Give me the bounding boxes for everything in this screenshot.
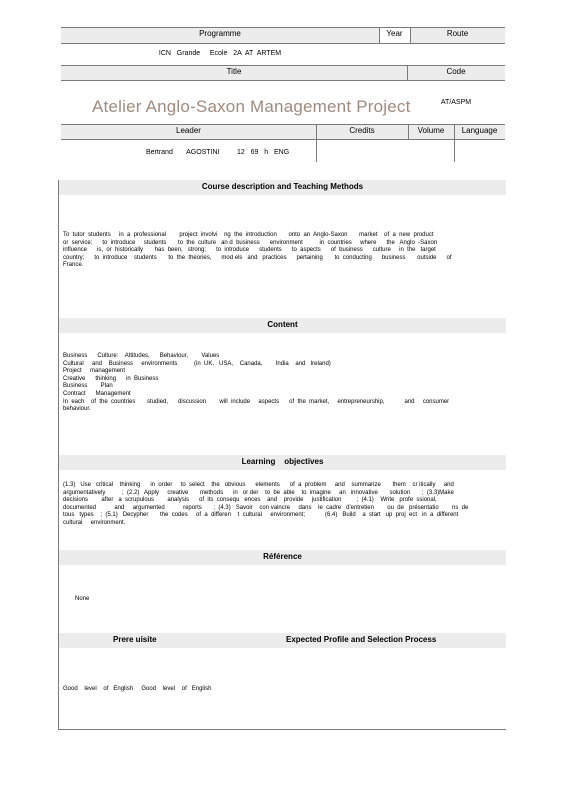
title-header	[61, 65, 407, 80]
prerequisite-title: Prere uisite	[113, 635, 157, 644]
header-table	[61, 27, 505, 162]
leader-label: Leader	[176, 126, 201, 135]
rule	[408, 124, 409, 139]
course-description-text: To tutor students in a professional project involvi ng the introduction onto an Anglo-Saxon market of a new product or service; to introduce students to the culture an d business environment in countries where the Anglo -Saxon influence is, or historically has been, strong; to introduce students to aspects of business culture in the target country; to introduce students to the theories, mod els and practices pertaining to conducting business outside of France.	[63, 232, 452, 269]
programme-header	[61, 27, 379, 43]
rule	[61, 43, 505, 44]
volume-header	[408, 124, 454, 139]
course-title: Atelier Anglo-Saxon Management Project	[92, 97, 411, 116]
title-label: Title	[226, 67, 242, 76]
rule	[61, 65, 505, 66]
leader-header	[61, 124, 316, 139]
learning-objectives-text: (1.3) Use critical thinking in order to select the obvious elements of a problem and summarize them cr itically and argumentatively ; (2.2) Apply creative methods in or der to be able to imagine an innovative solution ; (3.3)Make decisions after a scrupulous analysis of its consequ ences and provide justification ; (4.1) Write profe ssional, documented and argumented reports ; (4.3) Savoir con vaincre dans le cadre d'entretien ou de présentatio ns de tous types ; (5.1) Decypher the codes of a differen t cultural environment; (6.4) Build a start up proj ect in a different cultural environment.	[63, 482, 469, 526]
rule	[61, 27, 505, 28]
year-header	[379, 27, 410, 43]
reference-text: None	[75, 596, 90, 602]
rule	[379, 27, 380, 43]
rule	[407, 65, 408, 80]
expected-profile-title: Expected Profile and Selection Process	[286, 635, 437, 644]
rule	[316, 124, 317, 162]
rule	[61, 139, 505, 140]
programme-label: Programme	[199, 29, 241, 38]
code-label: Code	[446, 67, 466, 76]
content-title: Content	[59, 318, 506, 333]
description-block	[58, 180, 506, 730]
rule	[410, 27, 411, 43]
route-header	[410, 27, 505, 43]
volume-label: Volume	[417, 126, 445, 135]
content-text: Business Culture: Attitudes, Behaviour, Values Cultural and Business environments (in UK, USA, Canada, India and Ireland) Project management Creative thinking in Business Business Plan Contract Management In each of the countries studied, discussion will include aspects of the market, entrepreneurship, and consumer behaviour.	[63, 353, 450, 413]
prerequisite-text: Good level of English Good level of English	[63, 686, 212, 692]
route-label: Route	[446, 29, 469, 38]
year-label: Year	[386, 29, 403, 38]
rule	[58, 729, 506, 730]
credits-label: Credits	[349, 126, 375, 135]
leader-value: Bertrand AGOSTINI 12 69 h ENG	[146, 149, 290, 156]
rule	[454, 124, 455, 162]
language-label: Language	[461, 126, 498, 135]
rule	[61, 80, 505, 81]
code-header	[407, 65, 505, 80]
programme-value: ICN Grande Ecole 2A AT ARTEM	[158, 50, 282, 57]
language-header	[454, 124, 505, 139]
credits-header	[316, 124, 408, 139]
rule	[61, 124, 505, 125]
reference-title: Référence	[59, 550, 506, 565]
course-description-title: Course description and Teaching Methods	[59, 180, 506, 195]
learning-objectives-title: Learning objectives	[59, 455, 506, 470]
course-code: AT/ASPM	[440, 99, 472, 106]
